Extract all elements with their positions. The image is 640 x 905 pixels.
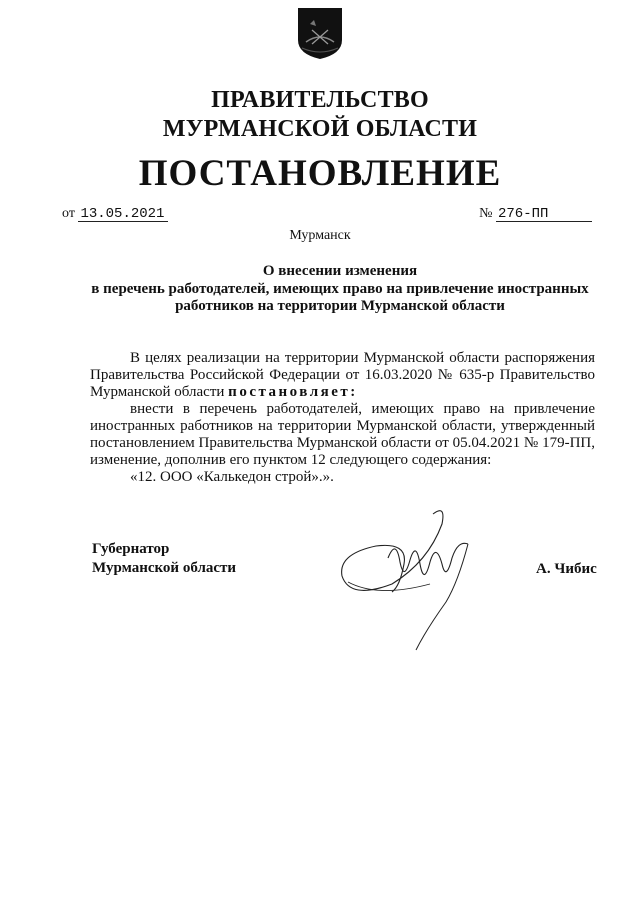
signatory-position <box>92 540 236 578</box>
document-subject <box>84 263 596 316</box>
document-date: 13.05.2021 <box>78 207 168 222</box>
document-number: 276-ПП <box>496 207 592 222</box>
coat-of-arms-icon <box>296 6 344 60</box>
body-paragraph-1-text: В целях реализации на территории Мурманской области распоряжения Правительства Российской Федерации от 16.03.2020 № 635-р Правительство Мурманской области <box>90 350 595 400</box>
body-paragraph-1 <box>90 350 595 401</box>
subject-line3: работников на территории Мурманской области <box>175 298 505 314</box>
document-body <box>90 350 595 486</box>
handwritten-signature <box>318 502 518 662</box>
body-paragraph-2: внести в перечень работодателей, имеющих право на привлечение иностранных работников на территории Мурманской области, утвержденный постановлением Правительства Мурманской области от 05.04.2021 № 179-ПП, изменение, дополнив его пунктом 12 следующего содержания: <box>90 401 595 468</box>
subject-line1: О внесении изменения <box>262 263 418 279</box>
signatory-position-line2: Мурманской области <box>92 560 237 576</box>
body-paragraph-3: «12. ООО «Калькедон строй».». <box>130 469 334 485</box>
document-type: ПОСТАНОВЛЕНИЕ <box>138 153 502 194</box>
signatory-name: А. Чибис <box>536 561 597 577</box>
date-prefix: от <box>62 206 75 221</box>
signatory-position-line1: Губернатор <box>92 541 170 557</box>
city: Мурманск <box>289 228 351 243</box>
decree-word: постановляет: <box>228 384 358 400</box>
government-title <box>0 86 640 144</box>
number-row <box>479 206 592 222</box>
government-title-line1: ПРАВИТЕЛЬСТВО <box>211 87 429 113</box>
government-title-line2: МУРМАНСКОЙ ОБЛАСТИ <box>162 116 478 142</box>
number-prefix: № <box>479 206 493 221</box>
subject-line2: в перечень работодателей, имеющих право на привлечение иностранных <box>91 280 589 297</box>
date-row <box>62 206 168 222</box>
